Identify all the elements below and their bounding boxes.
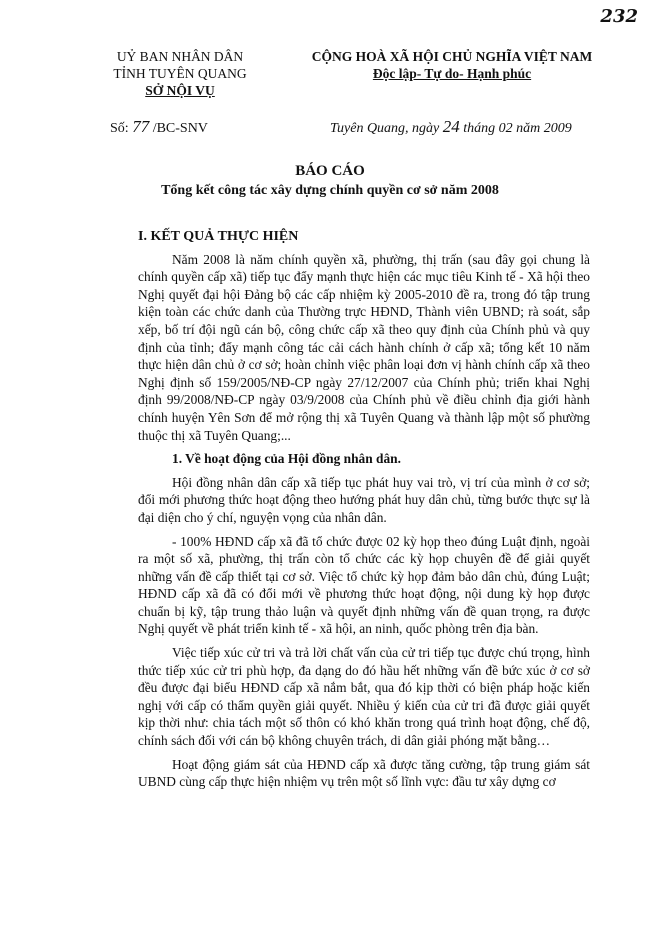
date-prefix: Tuyên Quang, ngày (330, 121, 440, 136)
page-number: 232 (600, 6, 638, 27)
paragraph-intro: Năm 2008 là năm chính quyền xã, phường, thị trấn (sau đây gọi chung là chính quyền cấp xã) tiếp tục đẩy mạnh thực hiện các mục tiêu Kinh tế - Xã hội theo Nghị quyết đại hội Đảng bộ các cấp nhiệm kỳ 2005-2010 đề ra, trong đó tập trung kiện toàn các chức danh của Thường trực HĐND, Thành viên UBND; rà soát, sắp xếp, bố trí đội ngũ cán bộ, công chức cấp xã theo quy định của Chính phủ và quy định của tỉnh; đẩy mạnh công tác cải cách hành chính ở cấp xã; tổng kết 10 năm thực hiện dân chủ ở cơ sở; hoàn chỉnh việc phân loại đơn vị hành chính cấp xã theo Nghị định số 159/2005/NĐ-CP ngày 27/12/2007 của Chính phủ; triển khai Nghị định 99/2008/NĐ-CP ngày 03/9/2008 của Chính phủ về điều chỉnh địa giới hành chính huyện Yên Sơn để mở rộng thị xã Tuyên Quang và thành lập một số phường thuộc thị xã Tuyên Quang;... (138, 251, 590, 443)
paragraph: Hội đồng nhân dân cấp xã tiếp tục phát huy vai trò, vị trí của mình ở cơ sở; đổi mới phương thức hoạt động theo hướng phát huy dân chủ, từng bước thực sự là đại diện cho ý chí, nguyện vọng của nhân dân. (138, 474, 590, 525)
national-motto-block (282, 48, 622, 82)
paragraph: Việc tiếp xúc cử tri và trả lời chất vấn của cử tri tiếp tục được chú trọng, hình thức tiếp xúc cử tri phù hợp, đa dạng do đó hầu hết những vấn đề bức xúc ở cơ sở đều được đại biểu HĐND cấp xã nắm bắt, qua đó kịp thời có biện pháp hoặc kiến nghị với cấp có thẩm quyền giải quyết. Nhiều ý kiến của cử tri đã được giải quyết kịp thời như: chia tách một số thôn có khó khăn trong quá trình hoạt động, chế độ, chính sách đối với cán bộ không chuyên trách, di dân giải phóng mặt bằng… (138, 645, 590, 749)
doc-number-handwritten: 77 (132, 117, 150, 136)
subsection-heading: 1. Về hoạt động của Hội đồng nhân dân. (172, 451, 401, 467)
agency-line-2: TỈNH TUYÊN QUANG (113, 66, 247, 81)
document-number (110, 117, 208, 137)
paragraph: - 100% HĐND cấp xã đã tổ chức được 02 kỳ họp theo đúng Luật định, ngoài ra một số xã, phường, thị trấn còn tổ chức các kỳ họp chuyên đề để giải quyết những vấn đề cấp thiết tại cơ sở. Việc tổ chức kỳ họp đảm bảo dân chủ, đúng Luật; HĐND cấp xã đã có đổi mới về phương thức hoạt động, nội dung kỳ họp được chuẩn bị kỹ, tập trung thảo luận và quyết định những vấn đề quan trọng, ra được Nghị quyết về phát triển kinh tế - xã hội, an ninh, quốc phòng trên địa bàn. (138, 533, 590, 637)
agency-name: SỞ NỘI VỤ (145, 83, 215, 98)
document-header (0, 48, 660, 108)
document-body (138, 228, 590, 797)
date-suffix: tháng 02 năm 2009 (463, 121, 572, 136)
motto: Độc lập- Tự do- Hạnh phúc (372, 66, 532, 81)
date-day-handwritten: 24 (442, 117, 460, 136)
agency-line-1: UỶ BAN NHÂN DÂN (116, 49, 244, 64)
doc-number-suffix: /BC-SNV (152, 121, 208, 136)
date-line (330, 117, 572, 137)
paragraph: Hoạt động giám sát của HĐND cấp xã được tăng cường, tập trung giám sát UBND cùng cấp thực hiện nhiệm vụ trên một số lĩnh vực: đầu tư xây dựng cơ (138, 756, 590, 790)
document-title: BÁO CÁO (295, 163, 365, 179)
document-subtitle: Tổng kết công tác xây dựng chính quyền cơ sở năm 2008 (161, 183, 499, 198)
nation-name: CỘNG HOÀ XÃ HỘI CHỦ NGHĨA VIỆT NAM (311, 49, 593, 64)
doc-number-prefix: Số: (110, 121, 129, 136)
section-heading: I. KẾT QUẢ THỰC HIỆN (138, 229, 299, 244)
issuing-agency-block (110, 48, 250, 99)
